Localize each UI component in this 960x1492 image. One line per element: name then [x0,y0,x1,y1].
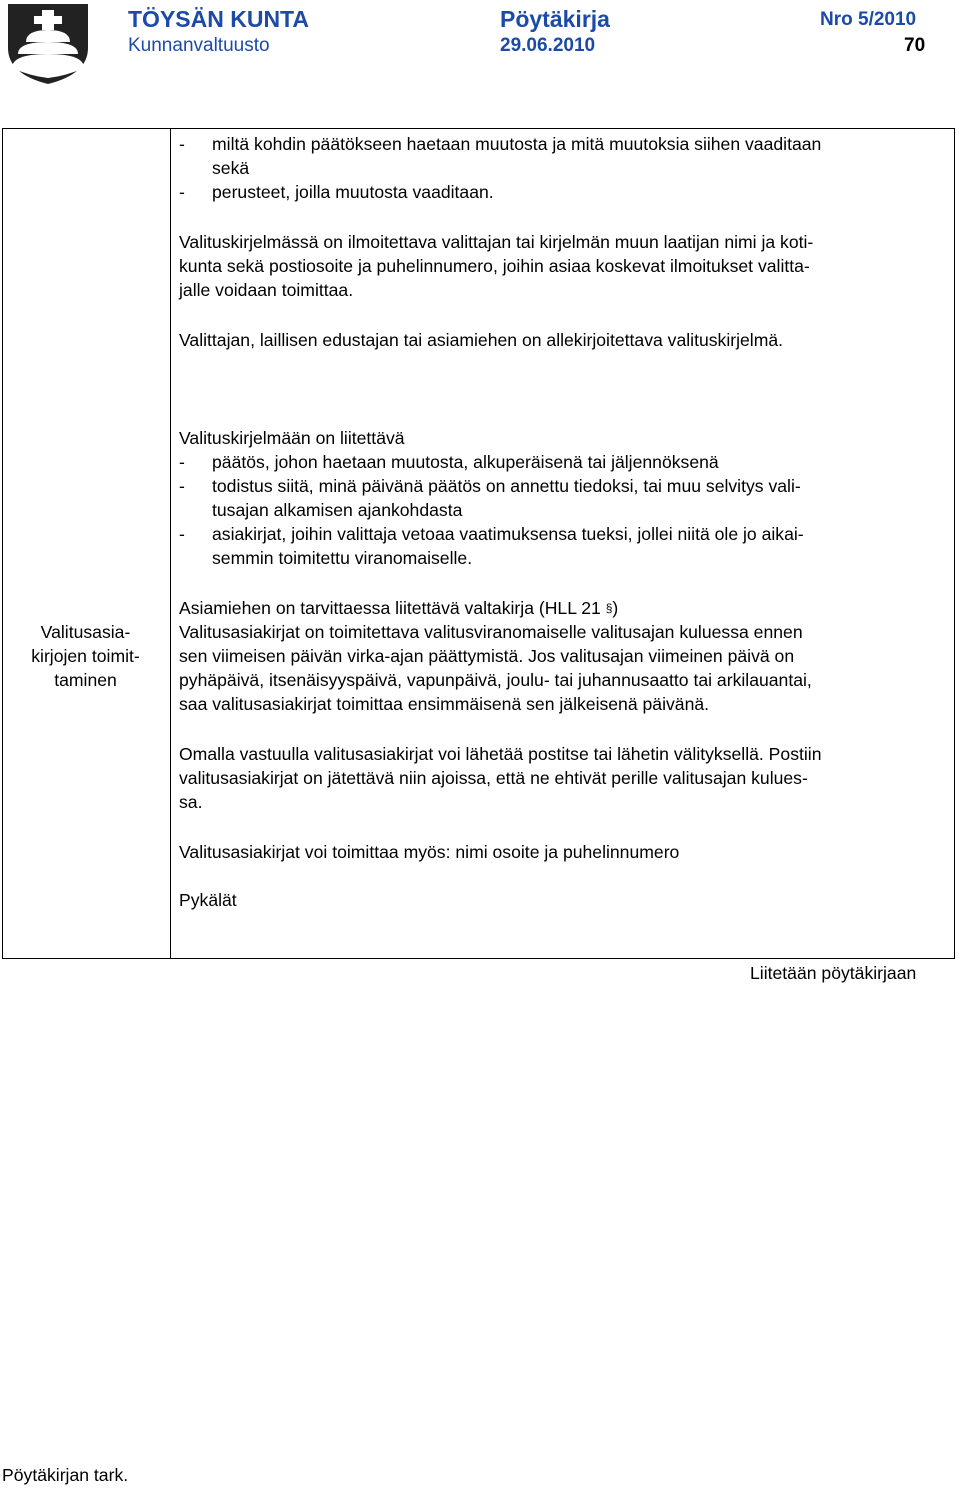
municipality-name: TÖYSÄN KUNTA [128,6,310,32]
post-line: valitusasiakirjat on jätettävä niin ajoissa, että ne ehtivät perille valitusajan kulues- [179,768,808,788]
paragraph-signature: Valittajan, laillisen edustajan tai asiamiehen on allekirjoitettava valituskirjelmä. [179,330,784,350]
list-item: perusteet, joilla muutosta vaaditaan. [212,182,494,202]
delivery-line: Valitusasiakirjat on toimitettava valitusviranomaiselle valitusajan kuluessa ennen [179,622,803,642]
paragraph-line: Valituskirjelmässä on ilmoitettava valittajan tai kirjelmän muun laatijan nimi ja koti- [179,232,814,252]
delivery-line: saa valitusasiakirjat toimittaa ensimmäisenä sen jälkeisenä päivänä. [179,694,710,714]
page-number: 70 [904,35,926,56]
doc-type: Pöytäkirja [500,6,610,32]
list-item: miltä kohdin päätökseen haetaan muutosta ja mitä muutoksia siihen vaaditaan [212,134,822,154]
attached-note: Liitetään pöytäkirjaan [750,963,917,983]
attachment-item: asiakirjat, joihin valittaja vetoaa vaatimuksensa tueksi, jollei niitä ole jo aikai- [212,524,804,544]
attachment-item-cont: semmin toimitettu viranomaiselle. [212,548,473,568]
municipality-crest-icon [4,2,92,86]
attachment-item: päätös, johon haetaan muutosta, alkuperäisenä tai jäljennöksenä [212,452,719,472]
address-line: Valitusasiakirjat voi toimittaa myös: nimi osoite ja puhelinnumero [179,842,680,862]
proxy-line: Asiamiehen on tarvittaessa liitettävä valtakirja (HLL 21 §) [179,598,619,618]
paragraph-line: jalle voidaan toimittaa. [179,280,354,300]
attachment-item-cont: tusajan alkamisen ajankohdasta [212,500,463,520]
doc-number: Nro 5/2010 [820,9,917,30]
side-label: Valitusasia- kirjojen toimit- taminen [31,622,140,690]
attachment-item: todistus siitä, minä päivänä päätös on annettu tiedoksi, tai muu selvitys vali- [212,476,801,496]
post-line: sa. [179,792,203,812]
list-item-cont: sekä [212,158,250,178]
sections-line: Pykälät [179,890,237,910]
council-name: Kunnanvaltuusto [128,35,270,56]
paragraph-line: kunta sekä postiosoite ja puhelinnumero, joihin asiaa koskevat ilmoitukset valitta- [179,256,810,276]
attachments-intro: Valituskirjelmään on liitettävä [179,428,405,448]
minutes-check-label: Pöytäkirjan tark. [2,1465,129,1485]
post-line: Omalla vastuulla valitusasiakirjat voi lähetää postitse tai lähetin välityksellä. Postiin [179,744,822,764]
meeting-date: 29.06.2010 [500,35,596,56]
delivery-line: sen viimeisen päivän virka-ajan päättymistä. Jos valitusajan viimeinen päivä on [179,646,795,666]
delivery-line: pyhäpäivä, itsenäisyyspäivä, vapunpäivä, joulu- tai juhannusaatto tai arkilauantai, [179,670,812,690]
column-divider [170,128,171,959]
